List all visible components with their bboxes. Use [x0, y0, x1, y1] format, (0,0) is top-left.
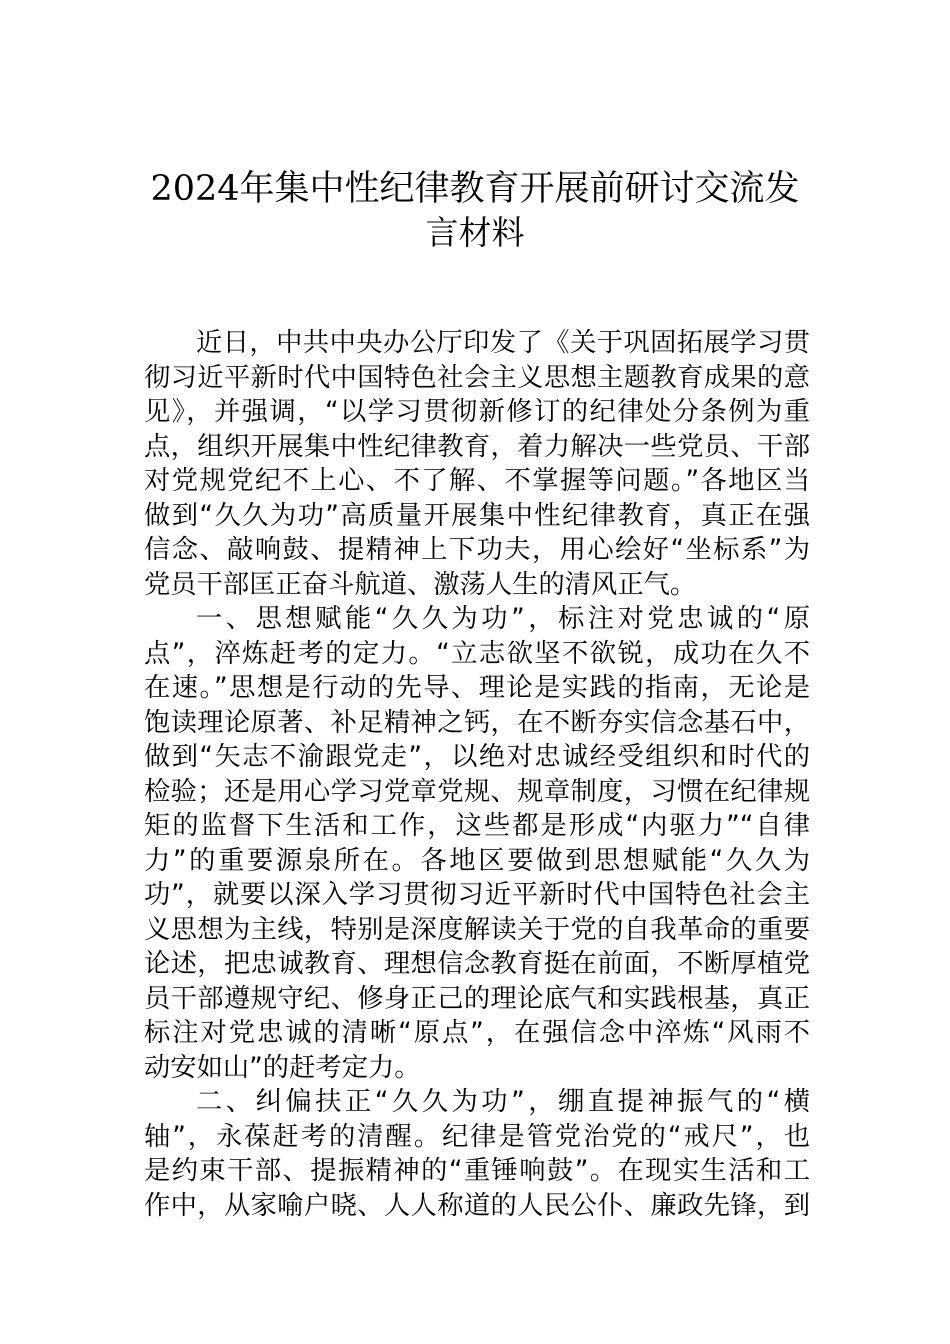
body-line: 点，组织开展集中性纪律教育，着力解决一些党员、干部	[144, 431, 810, 462]
body-line: 见》，并强调，“以学习贯彻新修订的纪律处分条例为重	[144, 397, 810, 427]
body-line: 做到“久久为功”高质量开展集中性纪律教育，真正在强	[144, 500, 810, 531]
document-body	[144, 326, 810, 1223]
body-line: 近日，中共中央办公厅印发了《关于巩固拓展学习贯	[196, 328, 810, 358]
body-line: 对党规党纪不上心、不了解、不掌握等问题。”各地区当	[144, 466, 810, 496]
body-line: 动安如山”的赶考定力。	[144, 1052, 421, 1083]
body-line: 矩的监督下生活和工作，这些都是形成“内驱力”“自律	[144, 811, 810, 841]
body-line: 二、纠偏扶正“久久为功”，绷直提神振气的“横	[196, 1087, 810, 1117]
body-line: 饱读理论原著、补足精神之钙，在不断夯实信念基石中，	[144, 707, 810, 738]
body-line: 轴”，永葆赶考的清醒。纪律是管党治党的“戒尺”，也	[144, 1121, 810, 1152]
body-line: 信念、敲响鼓、提精神上下功夫，用心绘好“坐标系”为	[144, 535, 810, 565]
body-line: 检验；还是用心学习党章党规、规章制度，习惯在纪律规	[144, 776, 810, 807]
body-line: 做到“矢志不渝跟党走”，以绝对忠诚经受组织和时代的	[144, 742, 810, 772]
body-line: 点”，淬炼赶考的定力。“立志欲坚不欲锐，成功在久不	[144, 638, 810, 669]
document-title-line-2: 言材料	[425, 213, 525, 252]
body-line: 一、思想赋能“久久为功”，标注对党忠诚的“原	[196, 604, 810, 634]
body-line: 标注对党忠诚的清晰“原点”，在强信念中淬炼“风雨不	[144, 1018, 810, 1048]
body-line: 义思想为主线，特别是深度解读关于党的自我革命的重要	[144, 914, 810, 945]
body-line: 是约束干部、提振精神的“重锤响鼓”。在现实生活和工	[144, 1156, 810, 1186]
body-line: 员干部遵规守纪、修身正己的理论底气和实践根基，真正	[144, 983, 810, 1014]
body-line: 论述，把忠诚教育、理想信念教育挺在前面，不断厚植党	[144, 949, 810, 979]
body-line: 彻习近平新时代中国特色社会主义思想主题教育成果的意	[144, 362, 810, 393]
body-line: 作中，从家喻户晓、人人称道的人民公仆、廉政先锋，到	[144, 1190, 810, 1221]
body-line: 在速。”思想是行动的先导、理论是实践的指南，无论是	[144, 673, 810, 703]
document-title-line-1: 2024年集中性纪律教育开展前研讨交流发	[150, 169, 800, 209]
body-line: 功”，就要以深入学习贯彻习近平新时代中国特色社会主	[144, 880, 810, 910]
body-line: 党员干部匡正奋斗航道、激荡人生的清风正气。	[144, 569, 697, 600]
body-line: 力”的重要源泉所在。各地区要做到思想赋能“久久为	[144, 845, 810, 876]
